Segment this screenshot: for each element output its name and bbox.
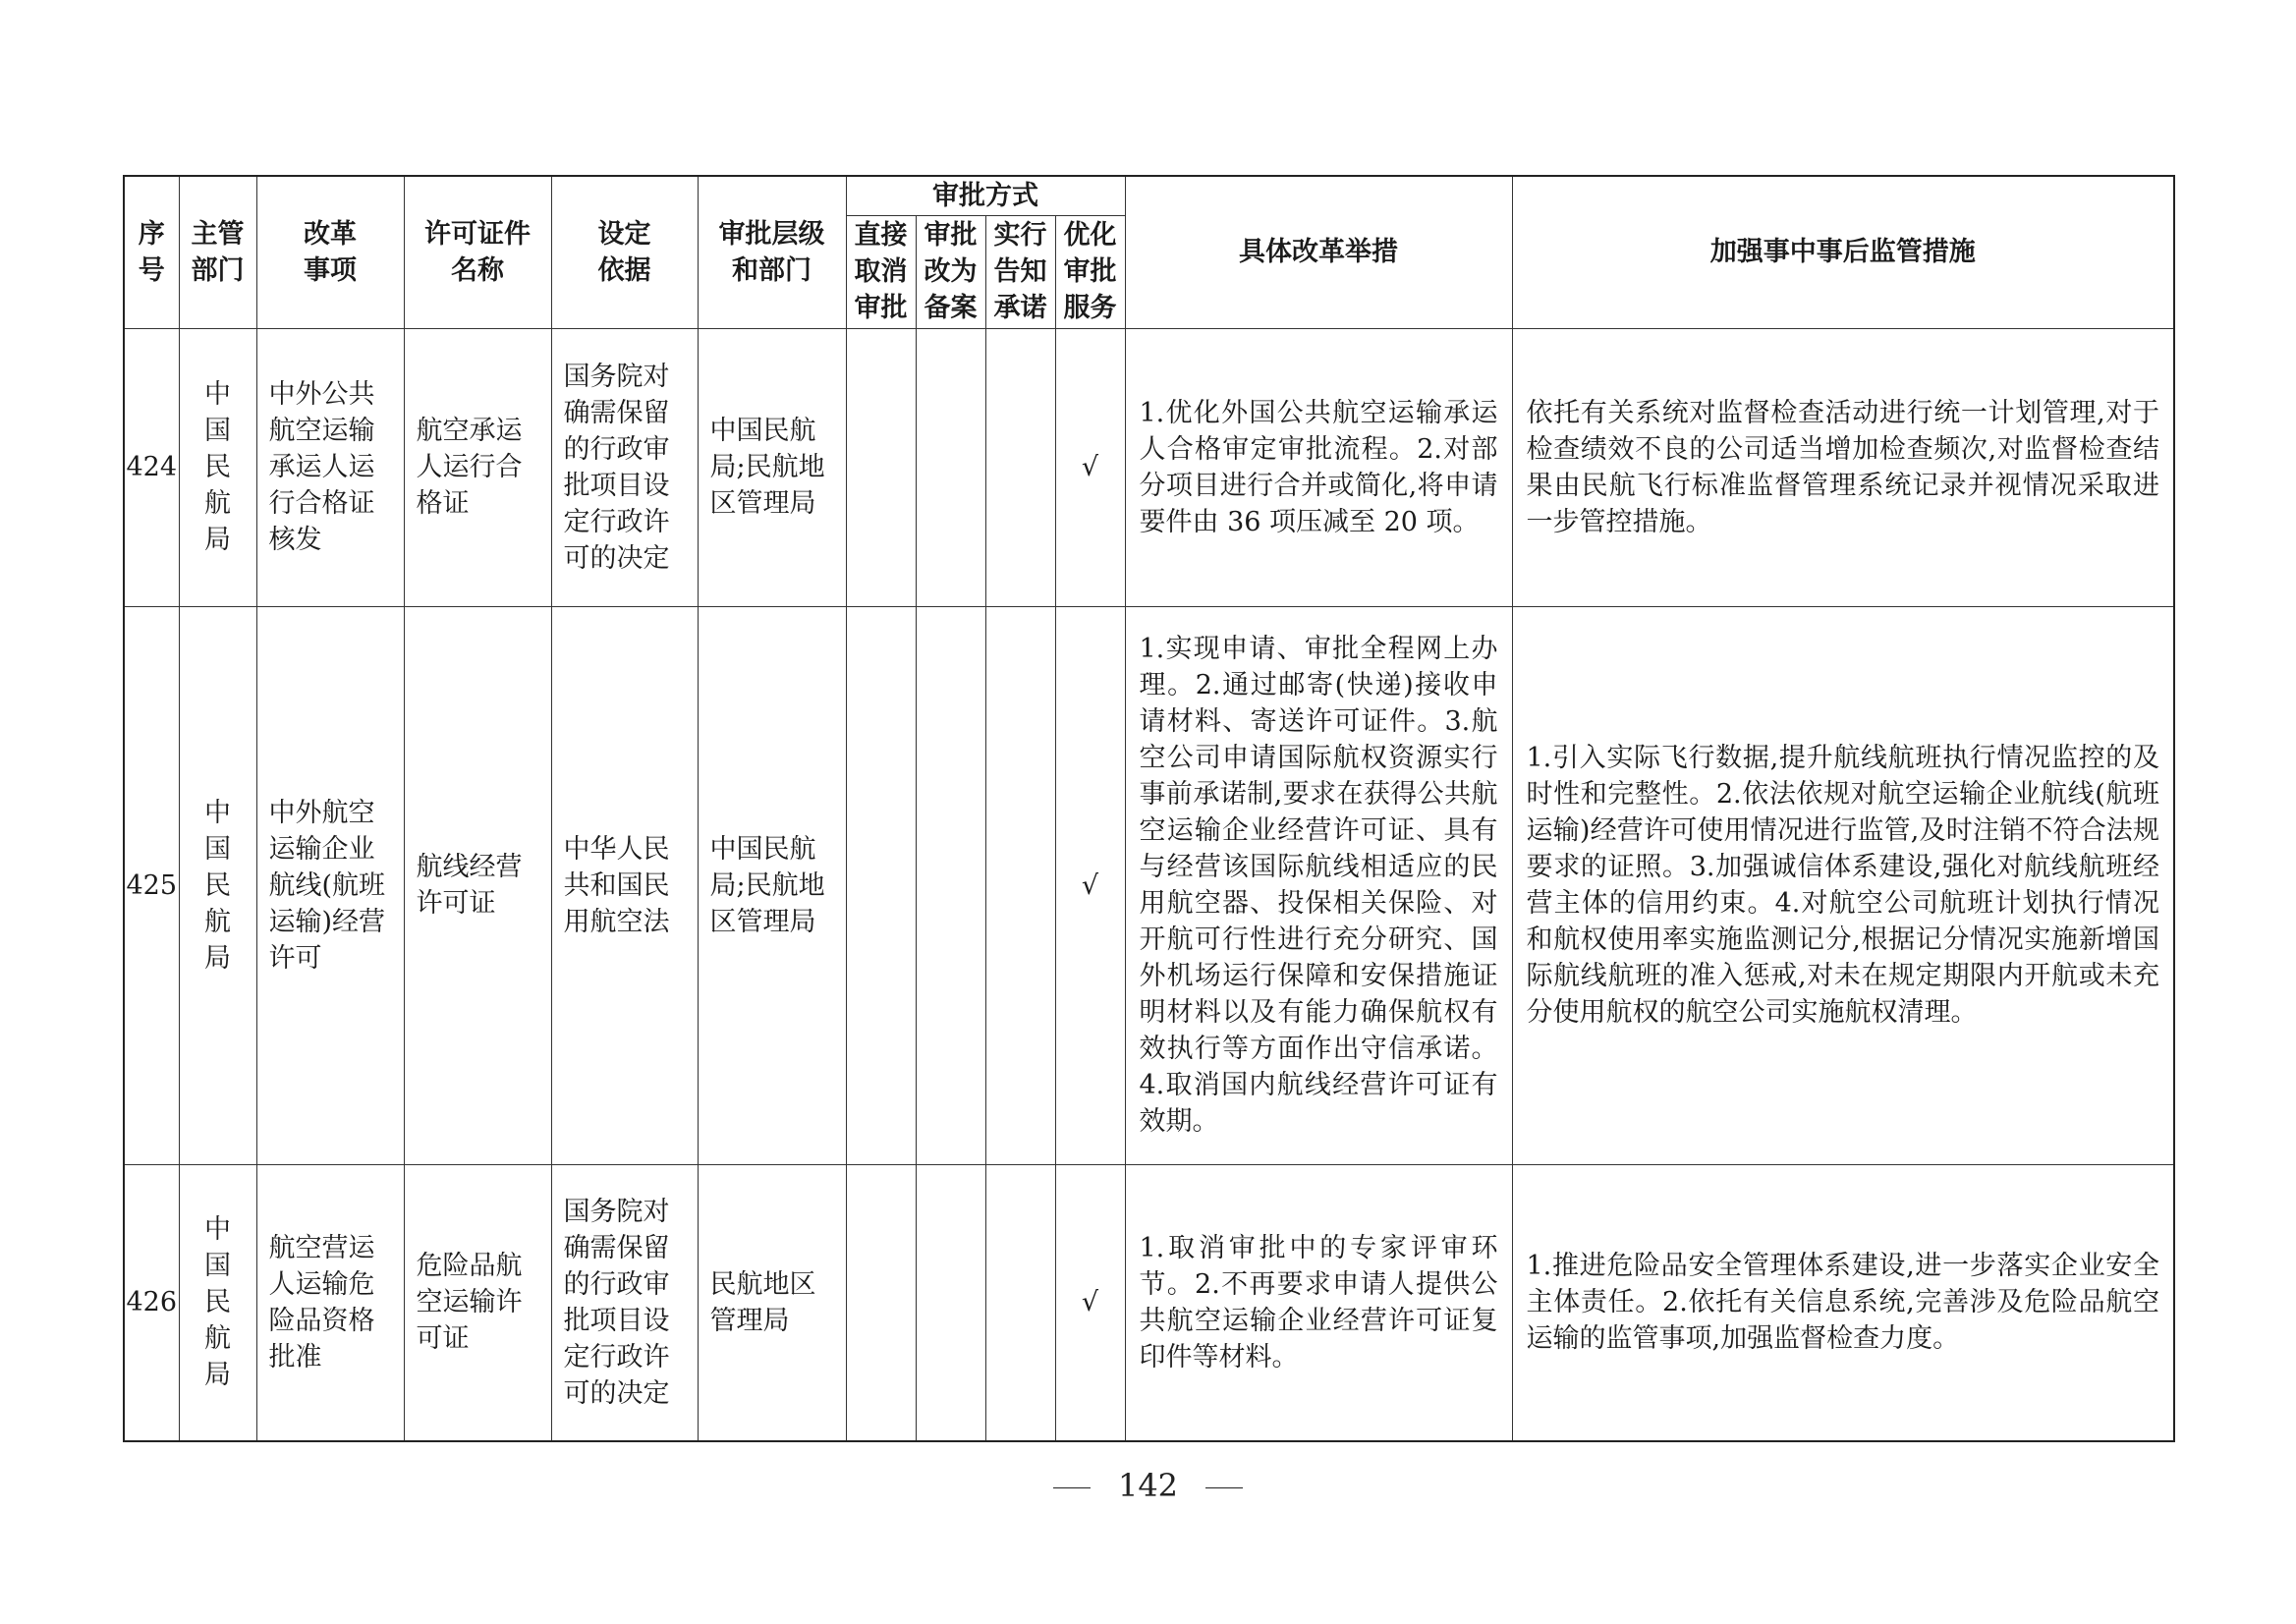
header-measures: 具体改革举措 <box>1125 176 1512 328</box>
row-dept: 中国民航局 <box>204 797 231 974</box>
row-optimize: √ <box>1055 606 1125 1164</box>
row-supervision-cell <box>1512 1164 2174 1441</box>
row-level: 民航地区管理局 <box>709 1268 816 1336</box>
header-item-label: 改革事项 <box>304 218 357 286</box>
table-row <box>124 328 2174 606</box>
row-item-cell <box>256 606 404 1164</box>
row-level: 中国民航局;民航地区管理局 <box>709 833 825 937</box>
header-license-label: 许可证件名称 <box>424 218 531 286</box>
row-seq: 424 <box>124 328 179 606</box>
row-notify <box>985 1164 1055 1441</box>
reform-table <box>123 175 2175 1442</box>
table-row <box>124 1164 2174 1441</box>
row-supervision-cell <box>1512 606 2174 1164</box>
row-license: 航空承运人运行合格证 <box>416 416 523 519</box>
row-supervision: 1.引入实际飞行数据,提升航线航班执行情况监控的及时性和完整性。2.依法依规对航空运输企业航线(航班运输)经营许可使用情况进行监管,及时注销不符合法规要求的证照。3.加强诚信体系建设,强化对航线航班经营主体的信用约束。4.对航空公司航班计划执行情况和航权使用率实施监测记分,根据记分情况实施新增国际航线航班的准入惩戒,对未在规定期限内开航或未充分使用航权的航空公司实施航权清理。 <box>1526 743 2159 1028</box>
row-optimize: √ <box>1055 1164 1125 1441</box>
row-item: 航空营运人运输危险品资格批准 <box>268 1232 375 1372</box>
header-seq <box>124 176 179 328</box>
row-measures-cell <box>1125 606 1512 1164</box>
header-cancel <box>846 215 916 328</box>
header-basis-label: 设定依据 <box>597 218 651 286</box>
header-optimize-label: 优化审批服务 <box>1063 220 1117 323</box>
header-cancel-label: 直接取消审批 <box>854 220 908 323</box>
row-item-cell <box>256 328 404 606</box>
row-record <box>916 1164 985 1441</box>
row-measures: 1.优化外国公共航空运输承运人合格审定审批流程。2.对部分项目进行合并或简化,将申请要件由 36 项压减至 20 项。 <box>1139 397 1498 537</box>
row-level: 中国民航局;民航地区管理局 <box>709 416 825 519</box>
row-notify <box>985 328 1055 606</box>
row-license: 航线经营许可证 <box>416 852 523 919</box>
row-measures: 1.取消审批中的专家评审环节。2.不再要求申请人提供公共航空运输企业经营许可证复印件等材料。 <box>1139 1232 1498 1372</box>
header-dept <box>179 176 256 328</box>
row-notify <box>985 606 1055 1164</box>
row-license: 危险品航空运输许可证 <box>416 1251 523 1355</box>
row-dept-cell <box>179 1164 256 1441</box>
row-cancel <box>846 606 916 1164</box>
page-footer <box>0 1467 2296 1504</box>
row-seq: 425 <box>124 606 179 1164</box>
row-seq: 426 <box>124 1164 179 1441</box>
row-supervision-cell <box>1512 328 2174 606</box>
row-record <box>916 606 985 1164</box>
header-level <box>698 176 846 328</box>
header-approval-group: 审批方式 <box>846 176 1125 215</box>
header-record <box>916 215 985 328</box>
row-basis-cell <box>551 606 698 1164</box>
row-level-cell <box>698 606 846 1164</box>
row-dept: 中国民航局 <box>204 1214 231 1391</box>
row-basis-cell <box>551 328 698 606</box>
row-measures-cell <box>1125 328 1512 606</box>
row-optimize: √ <box>1055 328 1125 606</box>
header-level-label: 审批层级和部门 <box>718 218 825 286</box>
row-basis: 国务院对确需保留的行政审批项目设定行政许可的决定 <box>563 361 670 574</box>
row-dept-cell <box>179 606 256 1164</box>
header-seq-label: 序号 <box>138 218 165 286</box>
row-license-cell <box>404 328 551 606</box>
row-level-cell <box>698 1164 846 1441</box>
row-basis: 国务院对确需保留的行政审批项目设定行政许可的决定 <box>563 1196 670 1409</box>
header-dept-label: 主管部门 <box>191 218 245 286</box>
footer-dash-left <box>1053 1487 1091 1488</box>
row-dept: 中国民航局 <box>204 379 231 555</box>
row-license-cell <box>404 1164 551 1441</box>
row-cancel <box>846 328 916 606</box>
header-notify-label: 实行告知承诺 <box>993 220 1047 323</box>
header-supervision: 加强事中事后监管措施 <box>1512 176 2174 328</box>
row-item: 中外航空运输企业航线(航班运输)经营许可 <box>268 797 386 974</box>
row-basis: 中华人民共和国民用航空法 <box>563 833 670 937</box>
header-notify <box>985 215 1055 328</box>
header-record-label: 审批改为备案 <box>924 220 978 323</box>
footer-dash-right <box>1205 1487 1243 1488</box>
table-row <box>124 606 2174 1164</box>
row-item: 中外公共航空运输承运人运行合格证核发 <box>268 379 375 555</box>
row-supervision: 依托有关系统对监督检查活动进行统一计划管理,对于检查绩效不良的公司适当增加检查频次,对监督检查结果由民航飞行标准监督管理系统记录并视情况采取进一步管控措施。 <box>1526 397 2159 537</box>
header-license <box>404 176 551 328</box>
page-number: 142 <box>1117 1467 1179 1504</box>
row-level-cell <box>698 328 846 606</box>
row-measures: 1.实现申请、审批全程网上办理。2.通过邮寄(快递)接收申请材料、寄送许可证件。3.航空公司申请国际航权资源实行事前承诺制,要求在获得公共航空运输企业经营许可证、具有与经营该国际航线相适应的民用航空器、投保相关保险、对开航可行性进行充分研究、国外机场运行保障和安保措施证明材料以及有能力确保航权有效执行等方面作出守信承诺。4.取消国内航线经营许可证有效期。 <box>1139 634 1498 1137</box>
row-record <box>916 328 985 606</box>
row-basis-cell <box>551 1164 698 1441</box>
header-item <box>256 176 404 328</box>
row-cancel <box>846 1164 916 1441</box>
row-item-cell <box>256 1164 404 1441</box>
row-supervision: 1.推进危险品安全管理体系建设,进一步落实企业安全主体责任。2.依托有关信息系统,完善涉及危险品航空运输的监管事项,加强监督检查力度。 <box>1526 1251 2159 1355</box>
row-dept-cell <box>179 328 256 606</box>
header-optimize <box>1055 215 1125 328</box>
header-basis <box>551 176 698 328</box>
row-measures-cell <box>1125 1164 1512 1441</box>
row-license-cell <box>404 606 551 1164</box>
